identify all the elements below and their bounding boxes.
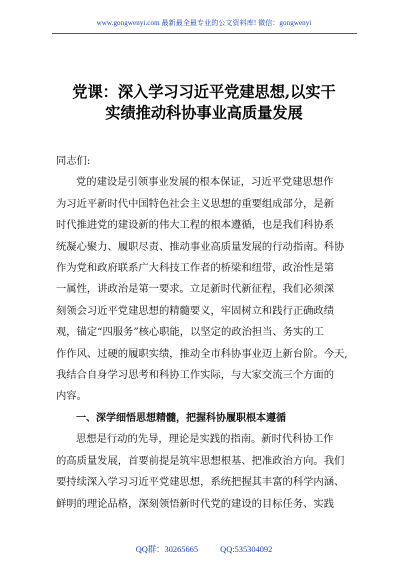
title-line-2: 实绩推动科协事业高质量发展 xyxy=(105,104,303,122)
page-header-text: www.gongwenyi.com 最新最全最专业的公文资料库! 微信：gongwenyi xyxy=(96,19,312,27)
body-line: 鲜明的理论品格，深刻领悟新时代党的建设的目标任务、实践 xyxy=(56,497,335,510)
body-line: 为习近平新时代中国特色社会主义思想的重要组成部分，是新 xyxy=(56,197,335,210)
salutation: 同志们: xyxy=(56,155,91,167)
page-footer xyxy=(0,543,408,555)
header-divider xyxy=(52,33,357,34)
body-line: 我结合自身学习思考和科协工作实际，与大家交流三个方面的 xyxy=(56,369,335,382)
document-title xyxy=(36,82,372,124)
body-line: 内容。 xyxy=(56,390,87,403)
section-heading-1: 一、深学细悟思想精髓，把握科协履职根本遵循 xyxy=(76,412,286,424)
document-body xyxy=(56,151,354,515)
body-line: 思想是行动的先导，理论是实践的指南。新时代科协工作 xyxy=(76,433,334,446)
body-line: 的高质量发展，首要前提是筑牢思想根基、把准政治方向。我们 xyxy=(56,454,345,467)
footer-qq: QQ:535304092 xyxy=(220,545,273,554)
body-line: 观，锚定“四服务”核心职能，以坚定的政治担当、务实的工 xyxy=(56,326,324,339)
title-line-1: 党课：深入学习习近平党建思想,以实干 xyxy=(72,83,336,101)
body-line: 统凝心聚力、履职尽责、推动事业高质量发展的行动指南。科协 xyxy=(56,240,345,253)
body-line: 要持续深入学习习近平党建思想，系统把握其丰富的科学内涵、 xyxy=(56,476,345,489)
body-line: 一属性，讲政治是第一要求。立足新时代新征程，我们必须深 xyxy=(56,283,335,296)
body-line: 时代推进党的建设新的伟大工程的根本遵循，也是我们科协系 xyxy=(56,219,335,232)
body-line: 作作风、过硬的履职实绩，推动全市科协事业迈上新台阶。今天, xyxy=(56,347,348,360)
body-line: 党的建设是引领事业发展的根本保证，习近平党建思想作 xyxy=(76,176,334,189)
body-line: 刻领会习近平党建思想的精髓要义，牢固树立和践行正确政绩 xyxy=(56,304,335,317)
footer-qq-group: QQ群：30265665 xyxy=(135,545,199,554)
body-line: 作为党和政府联系广大科技工作者的桥梁和纽带，政治性是第 xyxy=(56,262,335,275)
